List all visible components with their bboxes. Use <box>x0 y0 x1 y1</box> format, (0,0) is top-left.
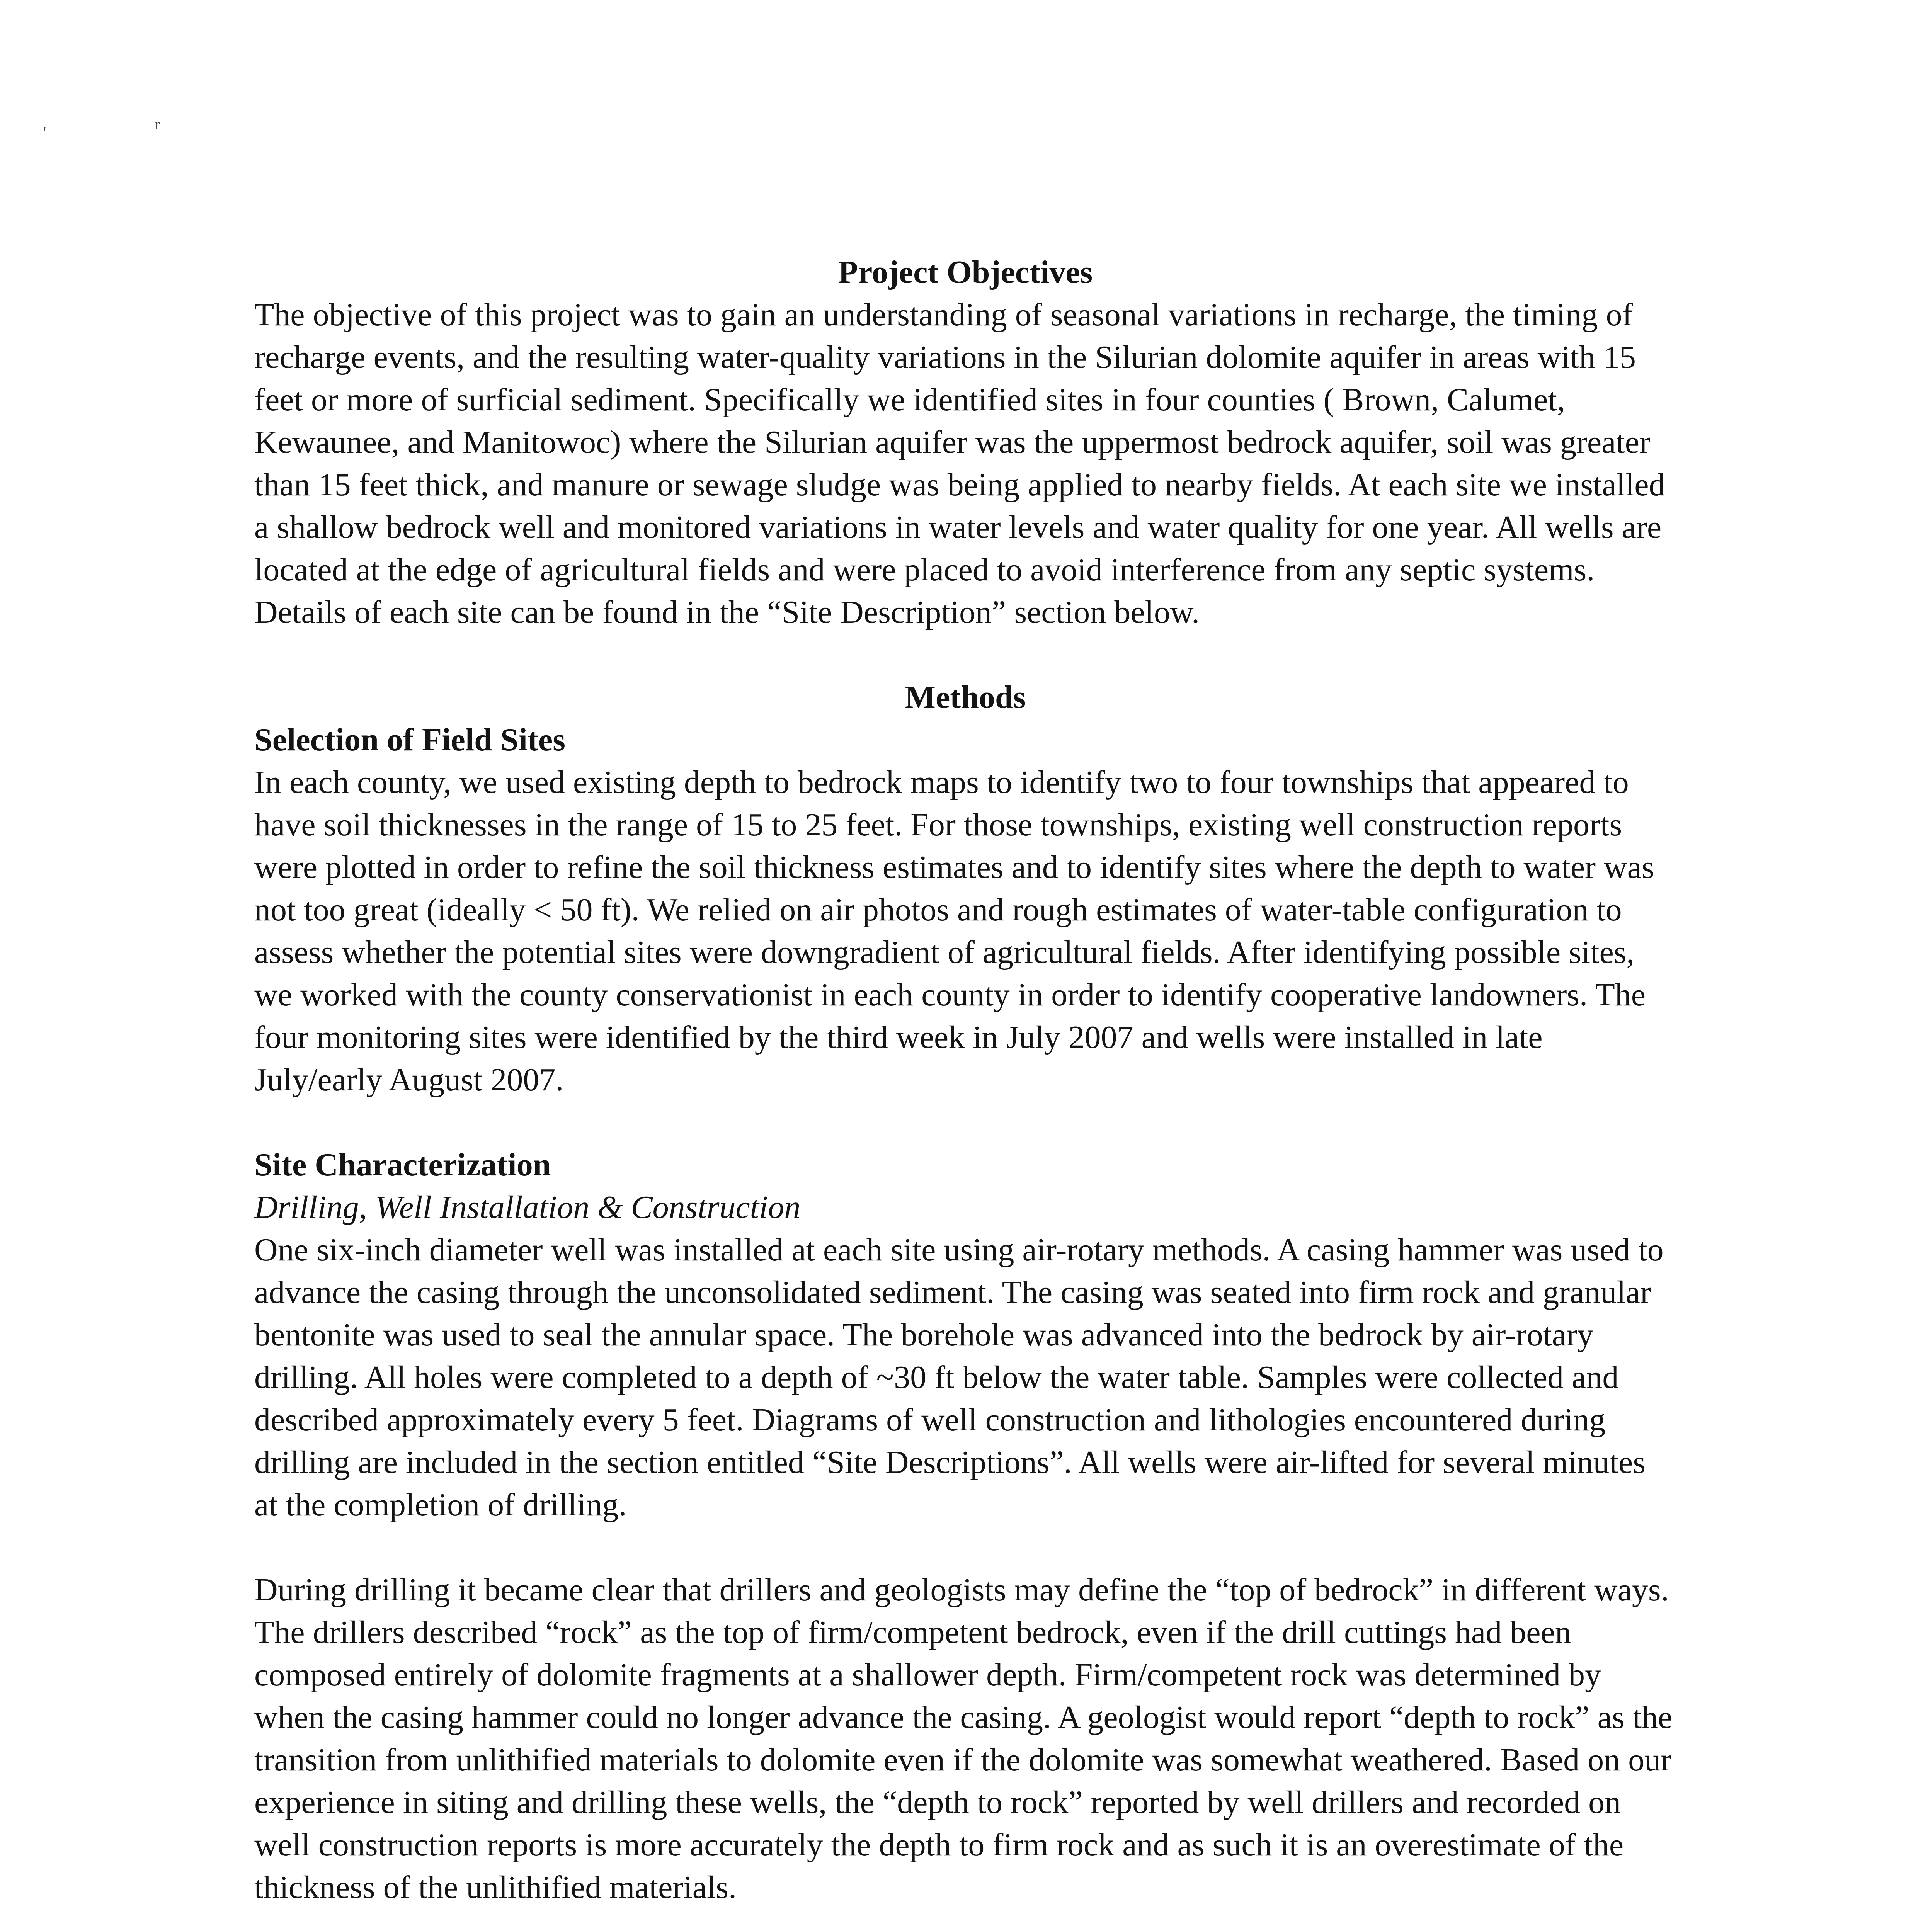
project-objectives-paragraph: The objective of this project was to gain an understanding of seasonal variations in recharge, the timing of recharge events, and the resulting water-quality variations in the Silurian dolomite aquifer in areas with 15 feet or more of surficial sediment. Specifically we identified sites in four counties ( Brown, Calumet, Kewaunee, and Manitowoc) where the Silurian aquifer was the uppermost bedrock aquifer, soil was greater than 15 feet thick, and manure or sewage sludge was being applied to nearby fields. At each site we installed a shallow bedrock well and monitored variations in water levels and water quality for one year. All wells are located at the edge of agricultural fields and were placed to avoid interference from any septic systems. Details of each site can be found in the “Site Description” section below. <box>254 297 1665 630</box>
site-characterization-heading: Site Characterization <box>254 1147 551 1183</box>
document-body <box>254 251 1676 1909</box>
spacer <box>254 634 1676 676</box>
selection-of-field-sites-heading: Selection of Field Sites <box>254 722 565 758</box>
methods-heading: Methods <box>905 679 1026 715</box>
project-objectives-heading: Project Objectives <box>838 254 1093 290</box>
top-of-bedrock-paragraph: During drilling it became clear that drillers and geologists may define the “top of bedrock” in different ways. The drillers described “rock” as the top of firm/competent bedrock, even if the drill cuttings had been composed entirely of dolomite fragments at a shallower depth. Firm/competent rock was determined by when the casing hammer could no longer advance the casing. A geologist would report “depth to rock” as the transition from unlithified materials to dolomite even if the dolomite was somewhat weathered. Based on our experience in siting and drilling these wells, the “depth to rock” reported by well drillers and recorded on well construction reports is more accurately the depth to firm rock and as such it is an overestimate of the thickness of the unlithified materials. <box>254 1572 1673 1905</box>
drilling-paragraph: One six-inch diameter well was installed at each site using air-rotary methods. A casing hammer was used to advance the casing through the unconsolidated sediment. The casing was seated into firm rock and granular bentonite was used to seal the annular space. The borehole was advanced into the bedrock by air-rotary drilling. All holes were completed to a depth of ~30 ft below the water table. Samples were collected and described approximately every 5 feet. Diagrams of well construction and lithologies encountered during drilling are included in the section entitled “Site Descriptions”. All wells were air-lifted for several minutes at the completion of drilling. <box>254 1232 1664 1523</box>
spacer <box>254 1526 1676 1569</box>
spacer <box>254 1101 1676 1144</box>
drilling-subheading: Drilling, Well Installation & Construction <box>254 1189 801 1225</box>
selection-of-field-sites-paragraph: In each county, we used existing depth to bedrock maps to identify two to four townships that appeared to have soil thicknesses in the range of 15 to 25 feet. For those townships, existing well construction reports were plotted in order to refine the soil thickness estimates and to identify sites where the depth to water was not too great (ideally < 50 ft). We relied on air photos and rough estimates of water-table configuration to assess whether the potential sites were downgradient of agricultural fields. After identifying possible sites, we worked with the county conservationist in each county in order to identify cooperative landowners. The four monitoring sites were identified by the third week in July 2007 and wells were installed in late July/early August 2007. <box>254 764 1654 1098</box>
scan-mark-left: ' <box>43 123 46 141</box>
scan-mark-right: r <box>155 116 160 133</box>
